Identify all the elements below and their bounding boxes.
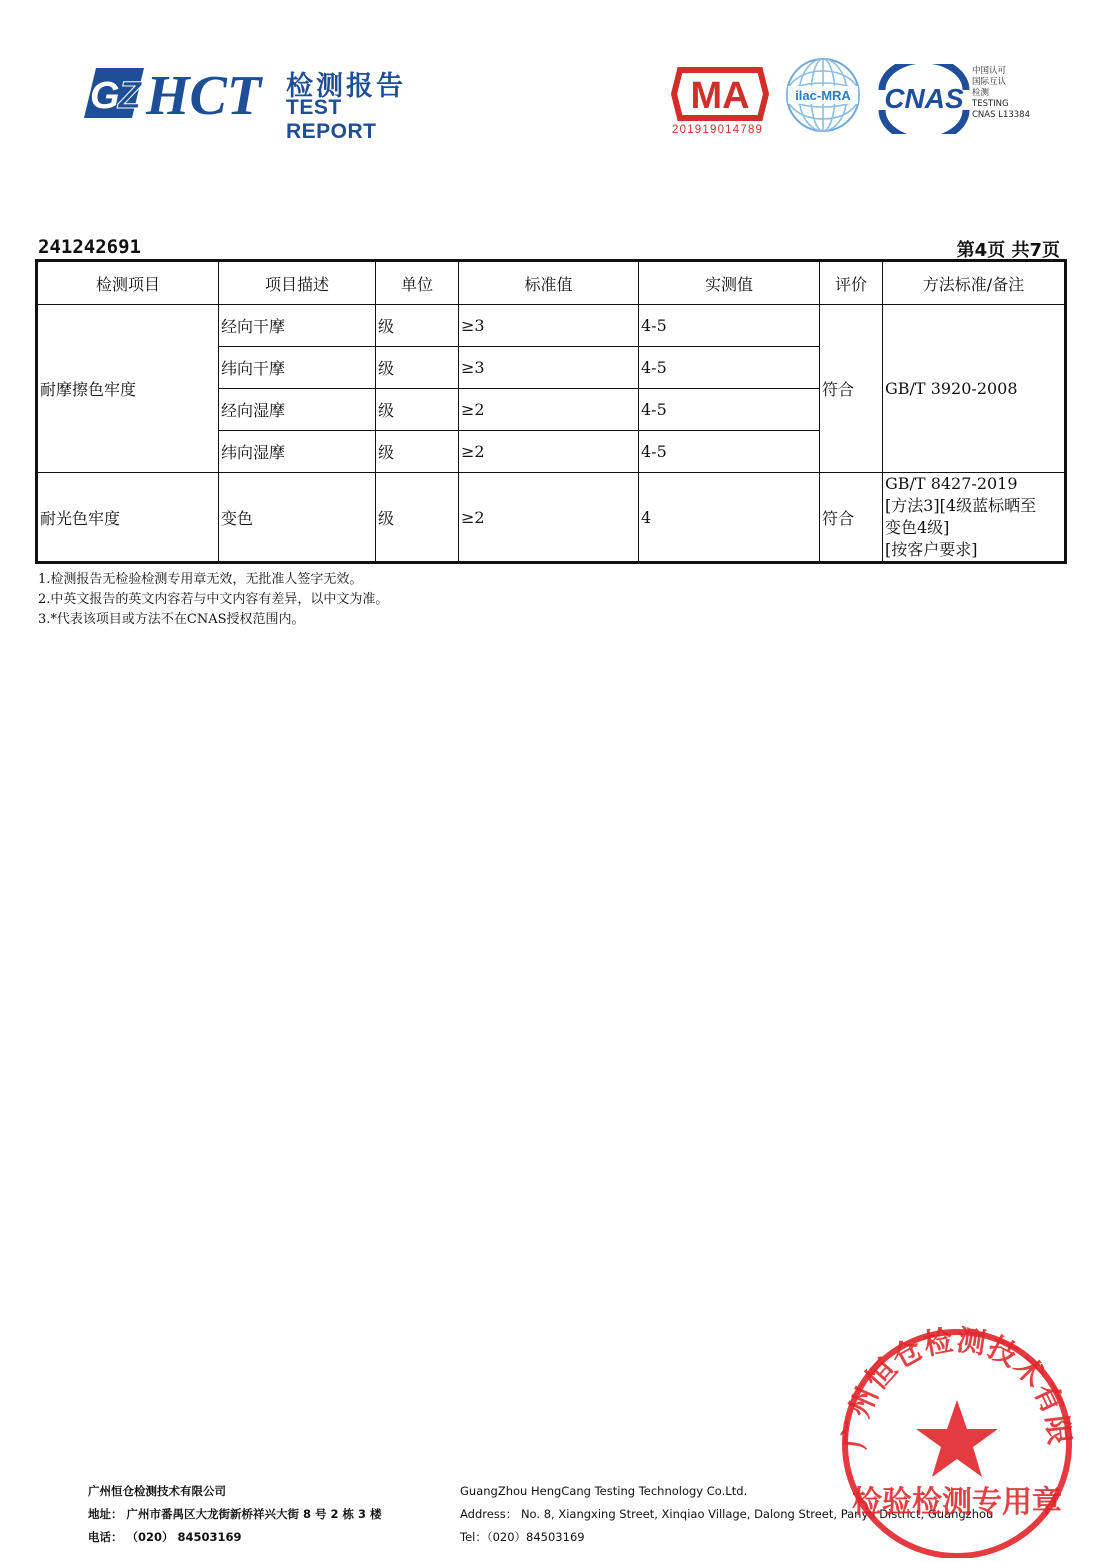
result-cell: 符合	[820, 305, 883, 473]
col-header-result: 评价	[820, 261, 883, 305]
method-line: [方法3][4级蓝标晒至	[885, 496, 1037, 515]
ilac-mra-mark	[784, 56, 862, 134]
report-title-en: TEST REPORT	[286, 96, 377, 143]
phone-cn: 电话： （020） 84503169	[88, 1530, 242, 1544]
svg-text:MA: MA	[690, 75, 750, 117]
report-title-cn: 检测报告	[286, 71, 406, 102]
company-logo	[82, 62, 422, 143]
company-name-en: GuangZhou HengCang Testing Technology Co.Ltd.	[460, 1484, 748, 1498]
ma-number: 201919014789	[672, 124, 764, 136]
method-cell	[883, 473, 1066, 563]
measured-cell: 4-5	[639, 389, 820, 431]
seal-stamp-icon	[836, 1326, 1076, 1558]
unit-cell: 级	[376, 431, 459, 473]
unit-cell: 级	[376, 389, 459, 431]
ma-certification-mark	[670, 62, 770, 142]
standard-cell: ≥3	[459, 347, 639, 389]
svg-text:CNAS: CNAS	[884, 83, 964, 114]
address-en: Address： No. 8, Xiangxing Street, Xinqiao Village, Dalong Street, Panyu District, Guangzhou	[460, 1507, 994, 1521]
remark-line: 3.*代表该项目或方法不在CNAS授权范围内。	[38, 612, 305, 627]
standard-cell: ≥2	[459, 473, 639, 563]
test-item-cell: 耐光色牢度	[37, 473, 219, 563]
standard-cell: ≥2	[459, 389, 639, 431]
footer-cn	[88, 1480, 382, 1549]
col-header-item: 检测项目	[37, 261, 219, 305]
official-seal	[836, 1326, 1076, 1558]
page-indicator: 第4页 共7页	[956, 240, 1060, 261]
measured-cell: 4	[639, 473, 820, 563]
result-cell: 符合	[820, 473, 883, 563]
table-row	[37, 473, 1066, 563]
desc-cell: 经向湿摩	[219, 389, 376, 431]
address-cn: 地址： 广州市番禺区大龙街新桥祥兴大街 8 号 2 栋 3 楼	[88, 1507, 382, 1521]
method-line: GB/T 8427-2019	[885, 474, 1018, 493]
svg-text:HCT: HCT	[146, 65, 262, 127]
cnas-logo-icon	[876, 64, 972, 134]
report-number: 241242691	[38, 236, 141, 258]
remark-line: 1.检测报告无检验检测专用章无效，无批准人签字无效。	[38, 572, 363, 587]
remark-line: 2.中英文报告的英文内容若与中文内容有差异，以中文为准。	[38, 592, 389, 607]
unit-cell: 级	[376, 305, 459, 347]
unit-cell: 级	[376, 473, 459, 563]
svg-text:检验检测专用章: 检验检测专用章	[852, 1485, 1062, 1520]
col-header-unit: 单位	[376, 261, 459, 305]
desc-cell: 纬向湿摩	[219, 431, 376, 473]
col-header-measured: 实测值	[639, 261, 820, 305]
measured-cell: 4-5	[639, 347, 820, 389]
measured-cell: 4-5	[639, 305, 820, 347]
method-cell: GB/T 3920-2008	[883, 305, 1066, 473]
measured-cell: 4-5	[639, 431, 820, 473]
ilac-globe-icon	[784, 56, 862, 134]
desc-cell: 经向干摩	[219, 305, 376, 347]
ma-logo-icon	[670, 62, 770, 124]
test-item-cell: 耐摩擦色牢度	[37, 305, 219, 473]
table-header-row	[37, 261, 1066, 305]
col-header-desc: 项目描述	[219, 261, 376, 305]
standard-cell: ≥3	[459, 305, 639, 347]
standard-cell: ≥2	[459, 431, 639, 473]
test-results-table	[35, 259, 1067, 564]
unit-cell: 级	[376, 347, 459, 389]
col-header-standard: 标准值	[459, 261, 639, 305]
phone-en: Tel：（020）84503169	[460, 1530, 585, 1544]
svg-text:广州恒仓检测技术有限公司: 广州恒仓检测技术有限	[837, 1326, 1076, 1451]
method-line: 变色4级]	[885, 518, 950, 537]
desc-cell: 纬向干摩	[219, 347, 376, 389]
desc-cell: 变色	[219, 473, 376, 563]
remarks	[38, 570, 388, 630]
table-row	[37, 305, 1066, 347]
cnas-mark	[876, 64, 1036, 134]
svg-text:Z: Z	[118, 75, 142, 117]
method-line: [按客户要求]	[885, 540, 978, 559]
col-header-method: 方法标准/备注	[883, 261, 1066, 305]
company-name-cn: 广州恒仓检测技术有限公司	[88, 1484, 226, 1498]
gzhct-logo-icon	[82, 62, 282, 128]
svg-text:ilac-MRA: ilac-MRA	[795, 88, 851, 103]
cnas-accreditation-text: 中国认可 国际互认 检测 TESTING CNAS L13384	[972, 66, 1030, 120]
svg-text:G: G	[90, 75, 120, 117]
